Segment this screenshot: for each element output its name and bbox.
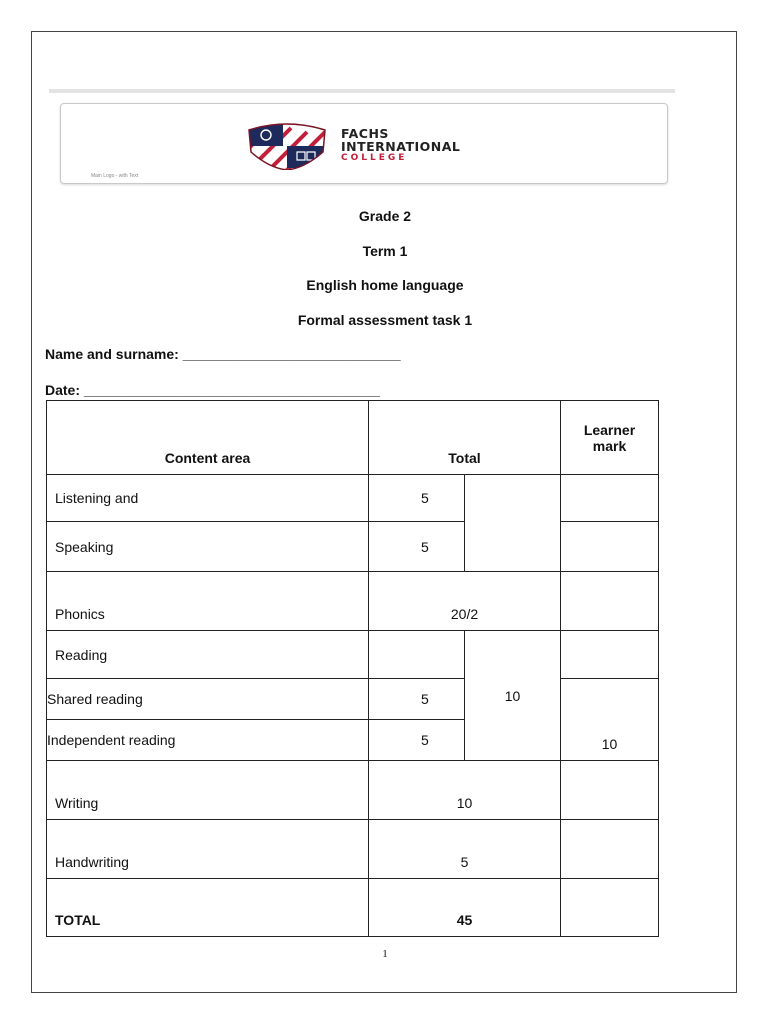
row-label-total: TOTAL	[47, 879, 369, 937]
table-row	[47, 820, 659, 879]
table-row	[47, 879, 659, 937]
table-row	[47, 679, 659, 720]
table-row	[47, 631, 659, 679]
task-heading: Formal assessment task 1	[297, 312, 473, 328]
table-header-row	[47, 401, 659, 475]
table-row	[47, 572, 659, 631]
reading-subtotal: 10	[465, 631, 561, 761]
logo-banner	[60, 103, 668, 184]
learner-mark-writing[interactable]	[561, 761, 659, 820]
table-row	[47, 522, 659, 572]
logo-caption: Main Logo - with Text	[91, 173, 139, 179]
college-crest-icon	[245, 122, 329, 170]
learner-mark-reading[interactable]	[561, 631, 659, 679]
top-rule	[49, 89, 675, 93]
row-label-reading: Reading	[47, 631, 369, 679]
page-number: 1	[382, 948, 388, 960]
subject-heading: English home language	[306, 277, 464, 293]
header-content-area: Content area	[47, 401, 369, 475]
learner-mark-reading-total[interactable]: 10	[561, 679, 659, 761]
row-label-speaking: Speaking	[47, 522, 369, 572]
header-total: Total	[369, 401, 561, 475]
row-label-shared-reading: Shared reading	[47, 679, 369, 720]
reading-value-empty	[369, 631, 465, 679]
assessment-table	[46, 400, 659, 937]
row-value-shared-reading: 5	[369, 679, 465, 720]
row-label-listening: Listening and	[47, 475, 369, 522]
logo-line-2: INTERNATIONAL	[341, 138, 461, 154]
header-learner-mark: Learner mark	[561, 401, 659, 475]
logo-line-1: FACHS	[341, 126, 389, 141]
learner-mark-phonics[interactable]	[561, 572, 659, 631]
row-total-writing: 10	[369, 761, 561, 820]
row-label-writing: Writing	[47, 761, 369, 820]
learner-mark-listening[interactable]	[561, 475, 659, 522]
row-value-independent-reading: 5	[369, 720, 465, 761]
row-label-handwriting: Handwriting	[47, 820, 369, 879]
row-value-speaking: 5	[369, 522, 465, 572]
document-page	[31, 31, 737, 993]
row-value-listening: 5	[369, 475, 465, 522]
college-name	[341, 128, 460, 163]
date-field[interactable]: Date: ______________________________________	[45, 382, 380, 398]
row-total-handwriting: 5	[369, 820, 561, 879]
row-label-phonics: Phonics	[47, 572, 369, 631]
row-label-independent-reading: Independent reading	[47, 720, 369, 761]
learner-mark-handwriting[interactable]	[561, 820, 659, 879]
learner-mark-speaking[interactable]	[561, 522, 659, 572]
logo-line-3: COLLEGE	[341, 153, 408, 163]
table-row	[47, 761, 659, 820]
table-row	[47, 475, 659, 522]
row-total-total: 45	[369, 879, 561, 937]
name-field[interactable]: Name and surname: ____________________________	[45, 346, 401, 362]
learner-mark-total[interactable]	[561, 879, 659, 937]
row-total-phonics: 20/2	[369, 572, 561, 631]
grade-heading: Grade 2	[358, 208, 412, 224]
term-heading: Term 1	[362, 243, 408, 259]
listening-speaking-subtotal	[465, 475, 561, 572]
